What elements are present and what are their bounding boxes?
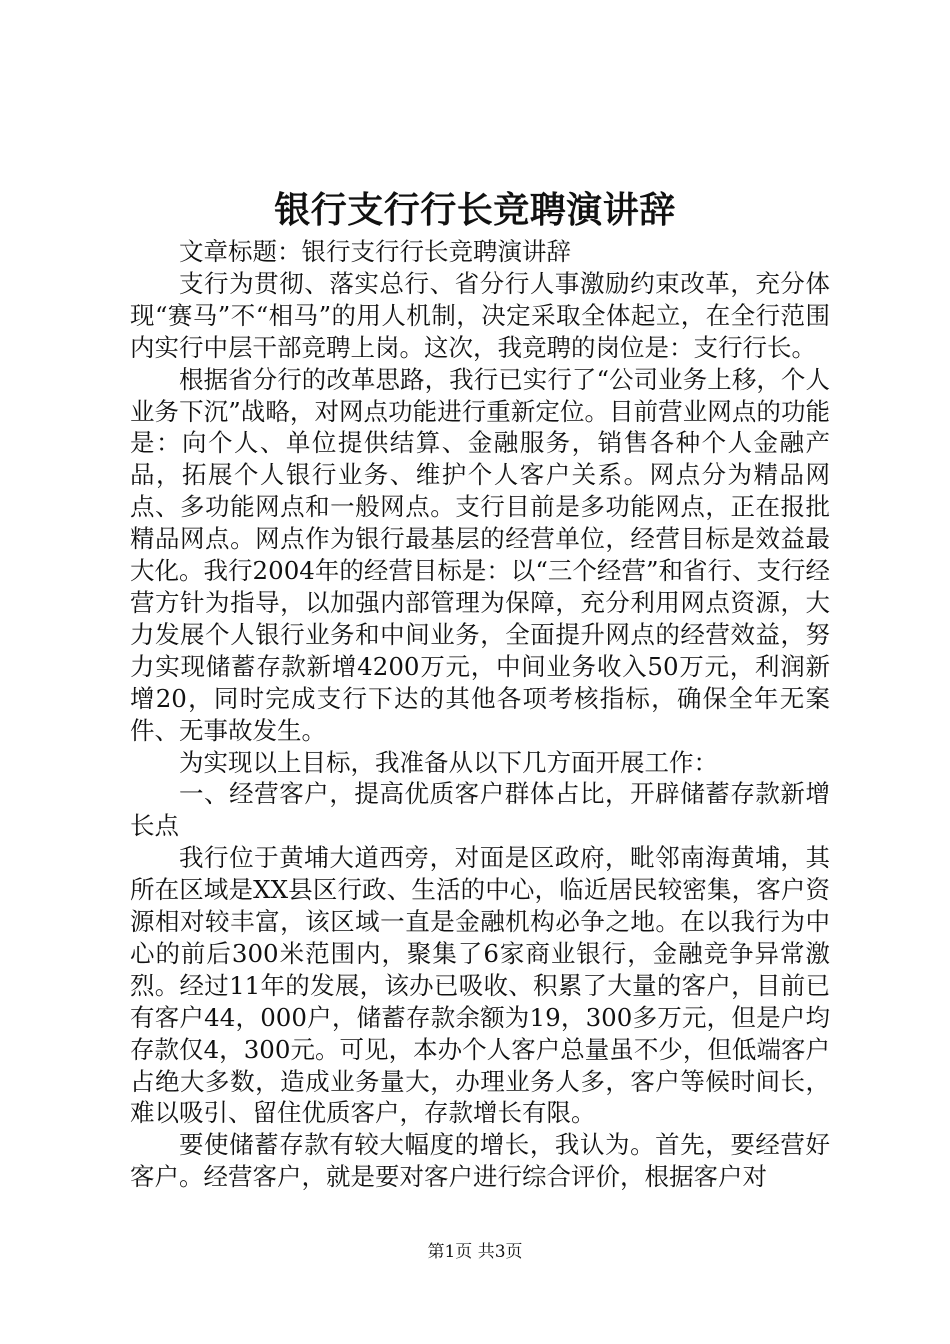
- paragraph-intro: 支行为贯彻、落实总行、省分行人事激励约束改革，充分体现“赛马”不“相马”的用人机制，决定采取全体起立，在全行范围内实行中层干部竞聘上岗。这次，我竞聘的岗位是：支行行长。: [130, 268, 830, 362]
- page-indicator: 第1页 共3页: [427, 1242, 523, 1262]
- paragraph-plan-intro: 为实现以上目标，我准备从以下几方面开展工作：: [179, 747, 718, 777]
- document-title: 银行支行行长竞聘演讲辞: [274, 189, 676, 231]
- section-heading-1: 一、经营客户，提高优质客户群体占比，开辟储蓄存款新增长点: [130, 779, 830, 841]
- paragraph-article-title: 文章标题：银行支行行长竞聘演讲辞: [179, 237, 571, 266]
- paragraph-location: 我行位于黄埔大道西旁，对面是区政府，毗邻南海黄埔，其所在区域是XX县区行政、生活的中心，临近居民较密集，客户资源相对较丰富，该区域一直是金融机构必争之地。在以我行为中心的前后300米范围内，聚集了6家商业银行，金融竞争异常激烈。经过11年的发展，该办已吸收、积累了大量的客户，目前已有客户44，000户，储蓄存款余额为19，300多万元，但是户均存款仅4，300元。可见，本办个人客户总量虽不少，但低端客户占绝大多数，造成业务量大，办理业务人多，客户等候时间长，难以吸引、留住优质客户，存款增长有限。: [130, 843, 830, 1128]
- page-footer: [0, 1240, 950, 1264]
- paragraph-deposit-growth: 要使储蓄存款有较大幅度的增长，我认为。首先，要经营好客户。经营客户，就是要对客户进行综合评价，根据客户对: [130, 1130, 830, 1192]
- document-body: [130, 236, 830, 1193]
- paragraph-background: 根据省分行的改革思路，我行已实行了“公司业务上移，个人业务下沉”战略，对网点功能进行重新定位。目前营业网点的功能是：向个人、单位提供结算、金融服务，销售各种个人金融产品，拓展个人银行业务、维护个人客户关系。网点分为精品网点、多功能网点和一般网点。支行目前是多功能网点，正在报批精品网点。网点作为银行最基层的经营单位，经营目标是效益最大化。我行2004年的经营目标是：以“三个经营”和省行、支行经营方针为指导，以加强内部管理为保障，充分利用网点资源，大力发展个人银行业务和中间业务，全面提升网点的经营效益，努力实现储蓄存款新增4200万元，中间业务收入50万元，利润新增20，同时完成支行下达的其他各项考核指标，确保全年无案件、无事故发生。: [130, 364, 830, 745]
